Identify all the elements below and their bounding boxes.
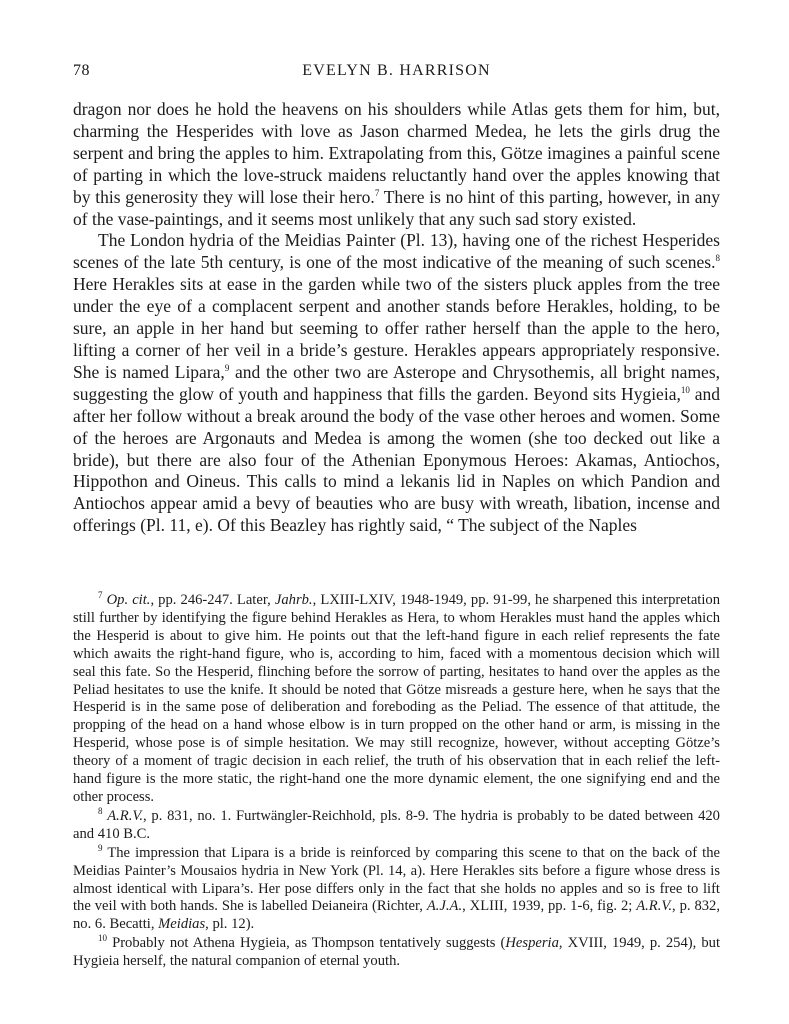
footnote-10-hesperia: Hesperia — [505, 935, 559, 952]
footnote-ref-10: 10 — [680, 384, 690, 395]
paragraph-2-text-b: Here Herakles sits at ease in the garden while two of the sisters pluck apples from the tree under the eye of a complacent serpent and another stands before Herakles, holding, to be sure, an apple in her hand but seeming to offer rather herself than the apple to the hero, lifting a corner of her veil in a bride’s gesture. Herakles appears appropriately responsive. She is named Lipara, — [73, 274, 720, 382]
footnote-9 — [73, 842, 720, 935]
page-number: 78 — [73, 62, 90, 79]
paragraph-1-text-b: There is no hint of this parting, however, in any of the vase-paintings, and it seems most unlikely that any such sad story existed. — [73, 186, 721, 229]
footnote-9-meidias: Meidias — [158, 916, 206, 933]
footnote-9-text-3: , p. 832, no. 6. Becatti, — [73, 898, 720, 933]
footnote-ref-9: 9 — [224, 363, 230, 374]
footnote-9-text-1: The impression that Lipara is a bride is reinforced by comparing this scene to that on the back of the Meidias Painter’s Mousaios hydria in New York (Pl. 14, a). Here Herakles sits before a figure whose dress is almost identical with Lipara’s. Her pose differs only in the fact that she holds no apples and so is free to lift the veil with both hands. She is labelled Deianeira (Richter, — [73, 844, 720, 915]
footnote-7-text-1: , pp. 246-247. Later, — [150, 592, 275, 608]
footnote-9-text-4: , pl. 12). — [205, 916, 255, 933]
paragraph-2-text-a: The London hydria of the Meidias Painter (Pl. 13), having one of the richest Hesperides scenes of the late 5th century, is one of the most indicative of the meaning of such scenes. — [73, 230, 720, 273]
footnote-ref-8: 8 — [715, 253, 720, 264]
footnote-7-journal: Jahrb. — [274, 592, 313, 608]
footnote-8 — [73, 808, 720, 844]
footnote-9-text-2: , XLIII, 1939, pp. 1-6, fig. 2; — [462, 898, 637, 915]
page-header — [73, 62, 720, 82]
footnote-7-text-2: , LXIII-LXIV, 1948-1949, pp. 91-99, he sharpened this interpretation still further by identifying the figure behind Herakles as Hera, to whom Herakles must hand the apples which the Hesperid is about to give him. He points out that the left-hand figure in each relief represents the fate which awaits the right-hand figure, who is, according to him, faced with a momentous decision which will seal this fate. So the Hesperid, flinching before the sorrow of parting, hesitates to hand over the apples as the Peliad hesitates to use the knife. It should be noted that Götze misreads a gesture here, when he says that the Hesperid is in the same pose of deliberation and foreboding as the Peliad. The essence of that attitude, the propping of the head on a hand whose elbow is in turn propped on the other hand or arm, is missing in the Hesperid, whose pose is of simple hesitation. We may still recognize, however, without accepting Götze’s theory of a moment of tragic decision in each relief, the truth of his observation that in each relief the left-hand figure is the more static, the right-hand one the more dynamic element, the one signifying end and the other process. — [73, 592, 720, 805]
footnote-7 — [73, 592, 720, 807]
footnote-9-arv: A.R.V. — [636, 898, 673, 915]
footnote-10-text-1: Probably not Athena Hygieia, as Thompson tentatively suggests ( — [112, 935, 506, 952]
footnote-9-aja: A.J.A. — [426, 898, 463, 915]
paragraph-2-text-d: and after her follow without a break around the body of the vase other heroes and women. Some of the heroes are Argonauts and Medea is among the women (she too decked out like a bride), but there are also four of the Athenian Eponymous Heroes: Akamas, Antiochos, Hippothon and Oineus. This calls to mind a lekanis lid in Naples on which Pandion and Antiochos appear amid a bevy of beauties who are busy with wreath, libation, incense and offerings (Pl. 11, e). Of this Beazley has rightly said, “ The subject of the Naples — [73, 383, 720, 536]
footnote-7-mark: 7 — [98, 590, 103, 601]
footnote-ref-7: 7 — [374, 187, 380, 198]
paragraph-2-text-c: and the other two are Asterope and Chrysothemis, all bright names, suggesting the glow of youth and happiness that fills the garden. Beyond sits Hygieia, — [73, 361, 721, 404]
footnote-10-mark: 10 — [98, 933, 107, 944]
running-head: EVELYN B. HARRISON — [302, 62, 491, 79]
footnote-8-mark: 8 — [98, 806, 103, 817]
footnote-8-text-1: , p. 831, no. 1. Furtwängler-Reichhold, pls. 8-9. The hydria is probably to be dated between 420 and 410 B.C. — [73, 807, 720, 842]
footnote-10-text-2: , XVIII, 1949, p. 254), but Hygieia herself, the natural companion of eternal youth. — [73, 935, 721, 970]
footnote-7-citation: Op. cit. — [106, 592, 151, 608]
paragraph-1-text-a: dragon nor does he hold the heavens on his shoulders while Atlas gets them for him, but, charming the Hesperides with love as Jason charmed Medea, he lets the girls drug the serpent and bring the apples to him. Extrapolating from this, Götze imagines a painful scene of parting in which the love-struck maidens reluctantly hand over the apples knowing that by this generosity they will lose their hero. — [73, 99, 720, 207]
footnotes — [73, 592, 720, 972]
body-text — [73, 99, 720, 537]
paragraph-1 — [73, 99, 720, 230]
footnote-9-mark: 9 — [98, 842, 103, 853]
footnote-8-arv: A.R.V. — [107, 807, 144, 824]
footnote-10 — [73, 935, 720, 971]
paragraph-2 — [73, 230, 720, 537]
